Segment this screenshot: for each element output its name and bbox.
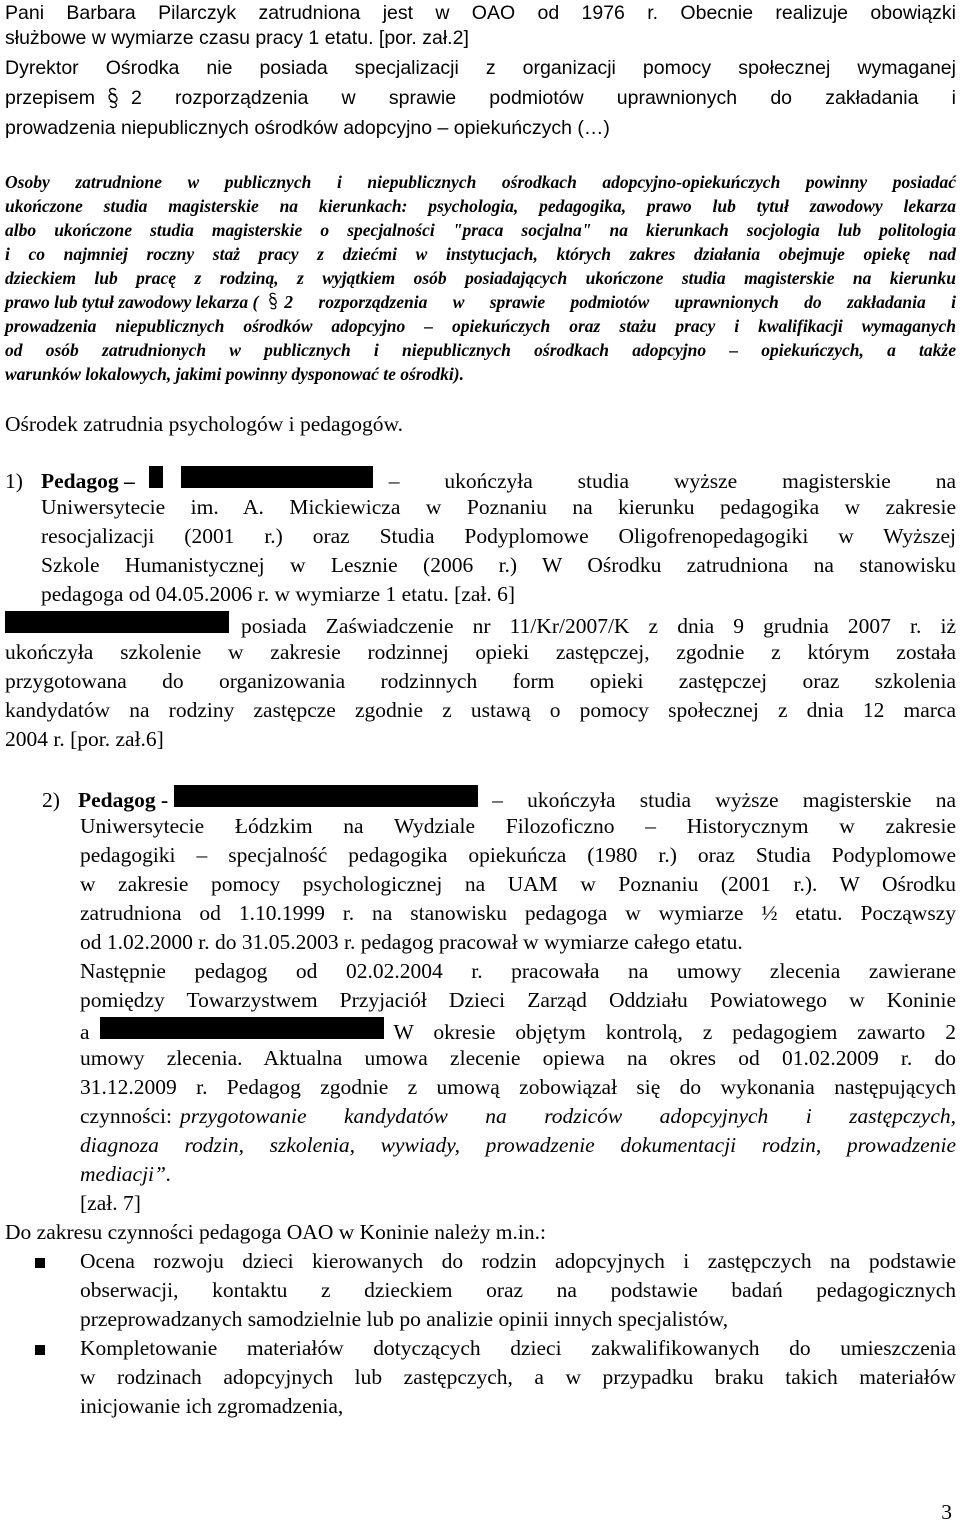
quote-line-6-start: prawo lub tytuł zawodowy lekarza ( bbox=[5, 292, 259, 312]
p2-line-5: zatrudniona od 1.10.1999 r. na stanowisku pedagoga w wymiarze ½ etatu. Począwszy bbox=[80, 901, 956, 925]
p2-line-4: w zakresie pomocy psychologicznej na UAM w Poznaniu (2001 r.). W Ośrodku bbox=[80, 872, 956, 896]
quote-line-3: albo ukończone studia magisterskie o specjalności "praca socjalna" na kierunkach socjologia lub politologia bbox=[5, 220, 956, 240]
section-sign-icon bbox=[107, 87, 119, 115]
redaction-box bbox=[181, 466, 373, 488]
redaction-box bbox=[5, 611, 229, 633]
intro-line-4-end: 2 rozporządzenia w sprawie podmiotów uprawnionych do zakładania i bbox=[130, 87, 956, 109]
quote-line-6 bbox=[5, 292, 956, 315]
bullet-1-line-2: obserwacji, kontaktu z dzieckiem oraz na podstawie badań pedagogicznych bbox=[80, 1278, 956, 1302]
p2-line-1-rest: – ukończyła studia wyższe magisterskie na bbox=[492, 788, 956, 812]
p2-line-12 bbox=[80, 1104, 956, 1129]
intro-line-1: Pani Barbara Pilarczyk zatrudniona jest w OAO od 1976 r. Obecnie realizuje obowiązki bbox=[5, 2, 956, 24]
p2-line-11: 31.12.2009 r. Pedagog zgodnie z umową zobowiązał się do wykonania następujących bbox=[80, 1075, 956, 1099]
duties-intro: Do zakresu czynności pedagoga OAO w Koninie należy m.in.: bbox=[5, 1220, 546, 1244]
bullet-icon bbox=[35, 1345, 45, 1355]
p2-line-12-start: czynności: bbox=[80, 1104, 172, 1128]
p2-line-7: Następnie pedagog od 02.02.2004 r. pracowała na umowy zlecenia zawierane bbox=[80, 959, 956, 983]
p2-line-14: mediacji”. bbox=[80, 1162, 172, 1186]
p2-line-9-start: a bbox=[80, 1020, 90, 1044]
section-sign-icon bbox=[268, 292, 278, 315]
quote-line-6-end: 2 rozporządzenia w sprawie podmiotów uprawnionych do zakładania i bbox=[284, 292, 956, 312]
quote-line-9: warunków lokalowych, jakimi powinny dysponować te ośrodki). bbox=[5, 364, 464, 384]
p1-line-10: 2004 r. [por. zał.6] bbox=[5, 727, 164, 751]
bullet-2-line-3: inicjowanie ich zgromadzenia, bbox=[80, 1394, 344, 1418]
p2-line-9 bbox=[80, 1017, 956, 1045]
intro-line-4-start: przepisem bbox=[5, 87, 95, 109]
p1-line-1 bbox=[5, 466, 956, 494]
p1-line-6-rest: posiada Zaświadczenie nr 11/Kr/2007/K z dnia 9 grudnia 2007 r. iż bbox=[241, 614, 956, 638]
intro-line-2: służbowe w wymiarze czasu pracy 1 etatu. [por. zał.2] bbox=[5, 27, 469, 49]
intro-line-5: prowadzenia niepublicznych ośrodków adopcyjno – opiekuńczych (…) bbox=[5, 117, 610, 139]
bullet-1-line-3: przeprowadzanych samodzielnie lub po analizie opinii innych specjalistów, bbox=[80, 1307, 729, 1331]
staff-intro: Ośrodek zatrudnia psychologów i pedagogów. bbox=[5, 412, 404, 436]
intro-line-4 bbox=[5, 87, 956, 115]
p1-line-3: resocjalizacji (2001 r.) oraz Studia Podyplomowe Oligofrenopedagogiki w Wyższej bbox=[41, 524, 956, 548]
p2-line-8: pomiędzy Towarzystwem Przyjaciół Dzieci Zarząd Oddziału Powiatowego w Koninie bbox=[80, 988, 956, 1012]
p1-number: 1) bbox=[5, 469, 23, 493]
quote-line-5: dzieckiem lub pracę z rodziną, z wyjątkiem osób posiadających ukończone studia magisterskie na kierunku bbox=[5, 268, 956, 288]
quote-line-4: i co najmniej roczny staż pracy z dziećmi w instytucjach, których zakres działania obejmuje opiekę nad bbox=[5, 244, 956, 264]
p2-line-1 bbox=[42, 785, 956, 813]
p1-line-6 bbox=[5, 611, 956, 639]
quote-line-2: ukończone studia magisterskie na kierunkach: psychologia, pedagogika, prawo lub tytuł zawodowy lekarza bbox=[5, 196, 956, 216]
p2-line-3: pedagogiki – specjalność pedagogika opiekuńcza (1980 r.) oraz Studia Podyplomowe bbox=[80, 843, 956, 867]
p2-line-9-rest: W okresie objętym kontrolą, z pedagogiem zawarto 2 bbox=[393, 1020, 956, 1044]
p2-line-12-rest: przygotowanie kandydatów na rodziców adopcyjnych i zastępczych, bbox=[179, 1104, 956, 1128]
p1-line-9: kandydatów na rodziny zastępcze zgodnie z ustawą o pomocy społecznej z dnia 12 marca bbox=[5, 698, 956, 722]
p2-line-2: Uniwersytecie Łódzkim na Wydziale Filozoficzno – Historycznym w zakresie bbox=[80, 814, 956, 838]
bullet-2-line-2: w rodzinach adopcyjnych lub zastępczych, a w przypadku braku takich materiałów bbox=[80, 1365, 956, 1389]
p1-line-4: Szkole Humanistycznej w Lesznie (2006 r.) W Ośrodku zatrudniona na stanowisku bbox=[41, 553, 956, 577]
p1-line-5: pedagoga od 04.05.2006 r. w wymiarze 1 etatu. [zał. 6] bbox=[41, 582, 516, 606]
p2-title: Pedagog - bbox=[78, 788, 169, 812]
redaction-box bbox=[174, 785, 478, 807]
redaction-box bbox=[149, 466, 163, 488]
p1-title: Pedagog – bbox=[41, 469, 135, 493]
intro-line-3: Dyrektor Ośrodka nie posiada specjalizacji z organizacji pomocy społecznej wymaganej bbox=[5, 57, 956, 79]
quote-line-7: prowadzenia niepublicznych ośrodków adopcyjno – opiekuńczych oraz stażu pracy i kwalifikacji wymaganych bbox=[5, 316, 956, 336]
bullet-1-line-1: Ocena rozwoju dzieci kierowanych do rodzin adopcyjnych i zastępczych na podstawie bbox=[80, 1249, 956, 1273]
page-number: 3 bbox=[941, 1500, 952, 1524]
p2-line-6: od 1.02.2000 r. do 31.05.2003 r. pedagog pracował w wymiarze całego etatu. bbox=[80, 930, 743, 954]
quote-line-1: Osoby zatrudnione w publicznych i niepublicznych ośrodkach adopcyjno-opiekuńczych powinny posiadać bbox=[5, 172, 956, 192]
quote-line-8: od osób zatrudnionych w publicznych i niepublicznych ośrodkach adopcyjno – opiekuńczych, a także bbox=[5, 340, 956, 360]
p2-number: 2) bbox=[42, 788, 60, 812]
bullet-icon bbox=[35, 1258, 45, 1268]
p2-line-10: umowy zlecenia. Aktualna umowa zlecenie opiewa na okres od 01.02.2009 r. do bbox=[80, 1046, 956, 1070]
p1-line-8: przygotowana do organizowania rodzinnych form opieki zastępczej oraz szkolenia bbox=[5, 669, 956, 693]
redaction-box bbox=[100, 1017, 384, 1039]
p1-line-2: Uniwersytecie im. A. Mickiewicza w Poznaniu na kierunku pedagogika w zakresie bbox=[41, 495, 956, 519]
bullet-2-line-1: Kompletowanie materiałów dotyczących dzieci zakwalifikowanych do umieszczenia bbox=[80, 1336, 956, 1360]
p2-line-13: diagnoza rodzin, szkolenia, wywiady, prowadzenie dokumentacji rodzin, prowadzenie bbox=[80, 1133, 956, 1157]
p1-line-1-rest: – ukończyła studia wyższe magisterskie na bbox=[388, 469, 956, 493]
p2-line-15: [zał. 7] bbox=[80, 1191, 141, 1215]
p1-line-7: ukończyła szkolenie w zakresie rodzinnej opieki zastępczej, zgodnie z którym została bbox=[5, 640, 956, 664]
